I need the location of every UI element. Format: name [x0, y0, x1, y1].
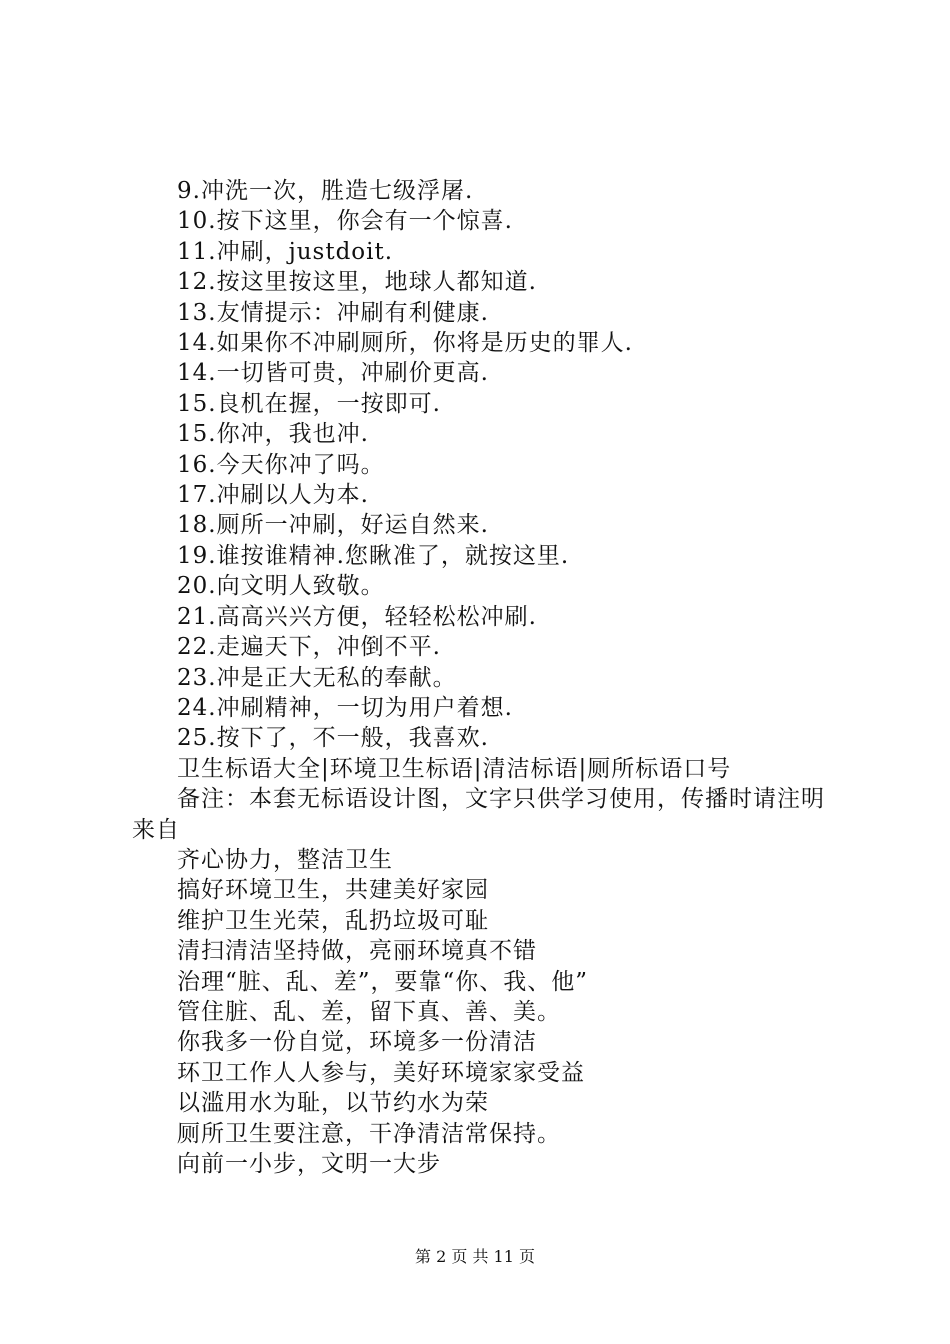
text-line: 14.一切皆可贵，冲刷价更高.	[177, 360, 489, 387]
text-line: 向前一小步，文明一大步	[177, 1151, 441, 1177]
text-line: 15.良机在握，一按即可.	[177, 390, 441, 417]
text-line: 治理“脏、乱、差”，要靠“你、我、他”	[177, 968, 589, 995]
text-line: 14.如果你不冲刷厕所，你将是历史的罪人.	[177, 330, 633, 357]
text-line: 16.今天你冲了吗。	[177, 451, 385, 478]
text-line: 15.你冲，我也冲.	[177, 421, 369, 448]
text-line: 18.厕所一冲刷，好运自然来.	[177, 512, 489, 539]
text-line: 25.按下了，不一般，我喜欢.	[177, 725, 489, 752]
document-body	[132, 176, 832, 1179]
text-line: 管住脏、乱、差，留下真、善、美。	[177, 998, 561, 1025]
text-line: 24.冲刷精神，一切为用户着想.	[177, 694, 513, 721]
text-line: 20.向文明人致敬。	[177, 573, 385, 600]
text-line: 齐心协力，整洁卫生	[177, 846, 393, 873]
page-footer: 第 2 页 共 11 页	[415, 1247, 535, 1266]
text-line: 9.冲洗一次，胜造七级浮屠.	[177, 178, 474, 204]
text-line: 你我多一份自觉，环境多一份清洁	[177, 1029, 537, 1056]
text-line: 11.冲刷，justdoit.	[177, 238, 394, 265]
text-line: 维护卫生光荣，乱扔垃圾可耻	[177, 907, 489, 934]
section-heading: 卫生标语大全|环境卫生标语|清洁标语|厕所标语口号	[177, 755, 732, 782]
text-line: 清扫清洁坚持做，亮丽环境真不错	[177, 938, 537, 965]
text-line: 21.高高兴兴方便，轻轻松松冲刷.	[177, 603, 537, 630]
text-line: 以滥用水为耻，以节约水为荣	[177, 1090, 489, 1117]
note-paragraph: 备注：本套无标语设计图，文字只供学习使用，传播时请注明来自	[132, 786, 825, 843]
text-line: 22.走遍天下，冲倒不平.	[177, 634, 441, 661]
text-line: 19.谁按谁精神.您瞅准了，就按这里.	[177, 542, 570, 569]
text-line: 23.冲是正大无私的奉献。	[177, 664, 457, 691]
text-line: 17.冲刷以人为本.	[177, 482, 369, 509]
text-line: 12.按这里按这里，地球人都知道.	[177, 269, 537, 296]
text-line: 环卫工作人人参与，美好环境家家受益	[177, 1059, 585, 1086]
text-line: 搞好环境卫生，共建美好家园	[177, 877, 489, 904]
text-line: 13.友情提示：冲刷有利健康.	[177, 299, 489, 326]
text-line: 10.按下这里，你会有一个惊喜.	[177, 208, 513, 235]
text-line: 厕所卫生要注意，干净清洁常保持。	[177, 1120, 561, 1147]
